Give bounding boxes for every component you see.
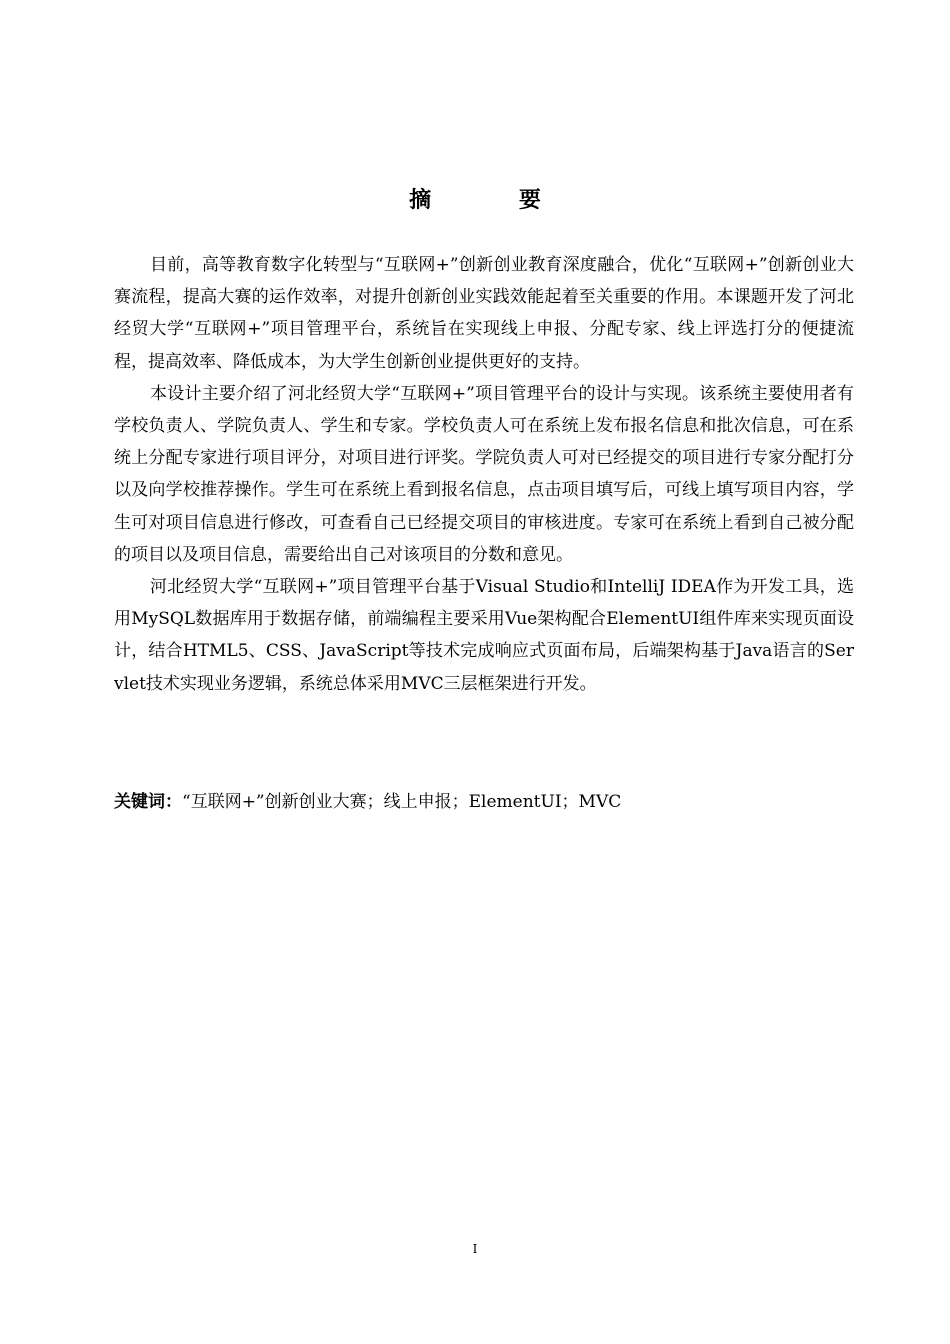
abstract-paragraph-3: 河北经贸大学“互联网+”项目管理平台基于Visual Studio和IntelliJ IDEA作为开发工具，选用MySQL数据库用于数据存储，前端编程主要采用Vue架构配合ElementUI组件库来实现页面设计，结合HTML5、CSS、JavaScript等技术完成响应式页面布局，后端架构基于Java语言的Servlet技术实现业务逻辑，系统总体采用MVC三层框架进行开发。 [114,577,854,694]
keywords-label: 关键词： [114,792,182,812]
abstract-body [114,249,854,700]
keywords-line [114,786,854,818]
page-number: I [472,1242,478,1256]
keywords-value: “互联网+”创新创业大赛；线上申报；ElementUI；MVC [182,792,622,812]
abstract-paragraph-1: 目前，高等教育数字化转型与“互联网+”创新创业教育深度融合，优化“互联网+”创新创业大赛流程，提高大赛的运作效率，对提升创新创业实践效能起着至关重要的作用。本课题开发了河北经贸大学“互联网+”项目管理平台，系统旨在实现线上申报、分配专家、线上评选打分的便捷流程，提高效率、降低成本，为大学生创新创业提供更好的支持。 [114,255,854,372]
abstract-title: 摘 要 [409,188,581,213]
abstract-paragraph-2: 本设计主要介绍了河北经贸大学“互联网+”项目管理平台的设计与实现。该系统主要使用者有学校负责人、学院负责人、学生和专家。学校负责人可在系统上发布报名信息和批次信息，可在系统上分配专家进行项目评分，对项目进行评奖。学院负责人可对已经提交的项目进行专家分配打分以及向学校推荐操作。学生可在系统上看到报名信息，点击项目填写后，可线上填写项目内容，学生可对项目信息进行修改，可查看自己已经提交项目的审核进度。专家可在系统上看到自己被分配的项目以及项目信息，需要给出自己对该项目的分数和意见。 [114,383,854,565]
